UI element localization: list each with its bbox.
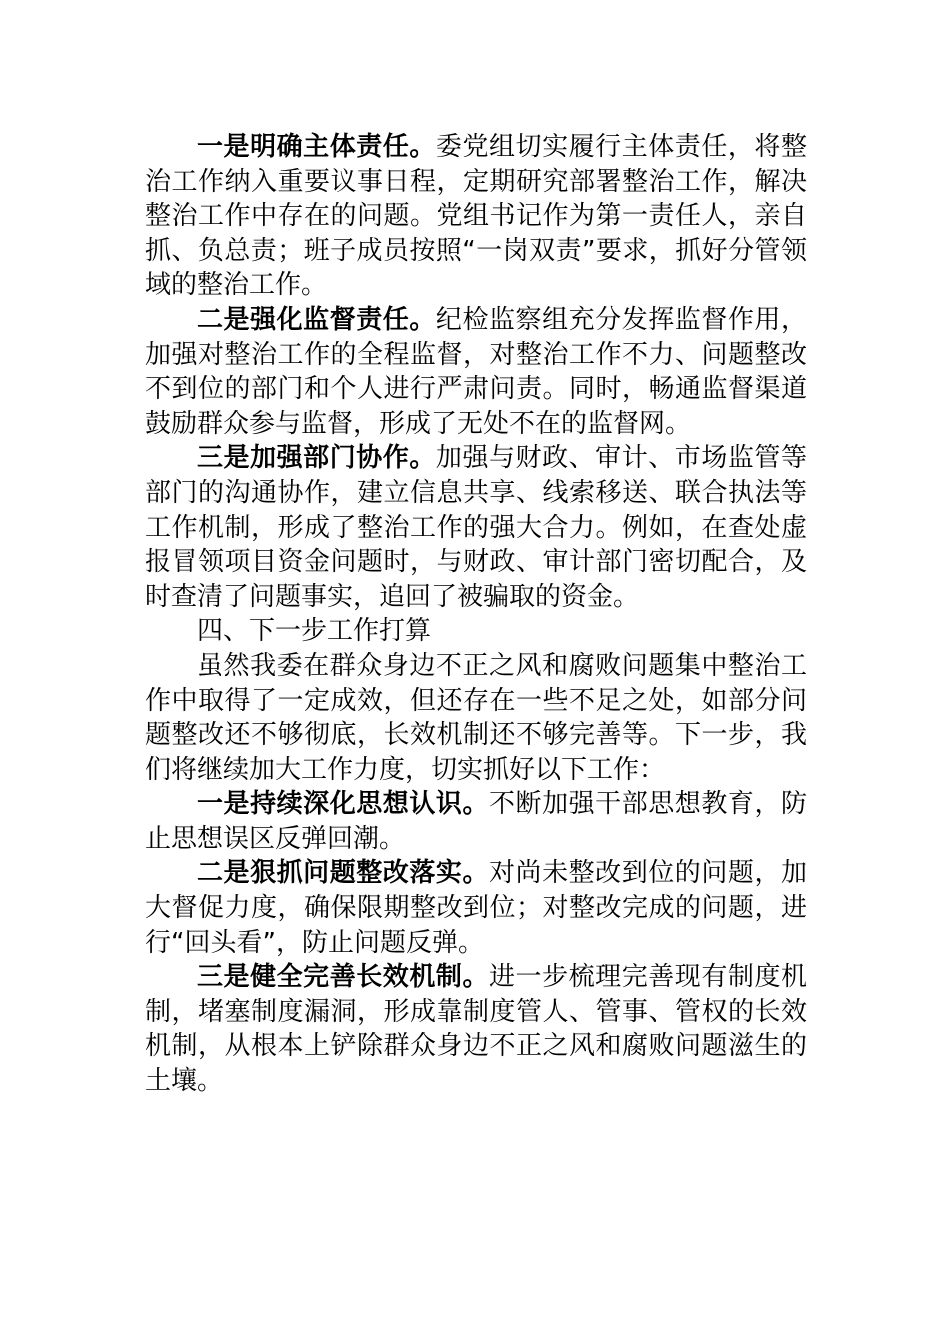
document-page (145, 130, 807, 1099)
paragraph-lead: 一是明确主体责任。 (197, 132, 436, 162)
paragraph-deepen-awareness (145, 787, 807, 856)
paragraph-lead: 一是持续深化思想认识。 (197, 789, 489, 820)
paragraph-lead: 二是强化监督责任。 (197, 304, 436, 335)
section-heading-next-steps (145, 614, 807, 649)
paragraph-department-cooperation (145, 441, 807, 614)
paragraph-next-steps-intro (145, 649, 807, 787)
paragraph-long-term-mechanism (145, 960, 807, 1098)
paragraph-body: 委党组切实履行主体责任，将整治工作纳入重要议事日程，定期研究部署整治工作，解决整治工作中存在的问题。党组书记作为第一责任人，亲自抓、负总责；班子成员按照“一岗双责”要求，抓好分管领域的整治工作。 (145, 132, 807, 301)
paragraph-rectification (145, 856, 807, 960)
paragraph-lead: 二是狠抓问题整改落实。 (197, 858, 489, 889)
paragraph-body: 虽然我委在群众身边不正之风和腐败问题集中整治工作中取得了一定成效，但还存在一些不足之处，如部分问题整改还不够彻底，长效机制还不够完善等。下一步，我们将继续加大工作力度，切实抓好以下工作： (145, 650, 807, 785)
paragraph-body: 加强与财政、审计、市场监管等部门的沟通协作，建立信息共享、线索移送、联合执法等工作机制，形成了整治工作的强大合力。例如，在查处虚报冒领项目资金问题时，与财政、审计部门密切配合，及时查清了问题事实，追回了被骗取的资金。 (145, 443, 807, 612)
paragraph-clarify-main-responsibility (145, 130, 807, 303)
paragraph-body: 不断加强干部思想教育，防止思想误区反弹回潮。 (145, 789, 807, 854)
paragraph-body: 纪检监察组充分发挥监督作用，加强对整治工作的全程监督，对整治工作不力、问题整改不到位的部门和个人进行严肃问责。同时，畅通监督渠道鼓励群众参与监督，形成了无处不在的监督网。 (145, 304, 807, 439)
paragraph-body: 进一步梳理完善现有制度机制，堵塞制度漏洞，形成靠制度管人、管事、管权的长效机制，从根本上铲除群众身边不正之风和腐败问题滋生的土壤。 (145, 962, 807, 1097)
paragraph-lead: 三是健全完善长效机制。 (197, 962, 489, 993)
paragraph-body: 对尚未整改到位的问题，加大督促力度，确保限期整改到位；对整改完成的问题，进行“回头看”，防止问题反弹。 (145, 858, 807, 958)
section-heading-text: 四、下一步工作打算 (197, 616, 432, 647)
paragraph-lead: 三是加强部门协作。 (197, 443, 436, 474)
paragraph-strengthen-supervision (145, 303, 807, 441)
